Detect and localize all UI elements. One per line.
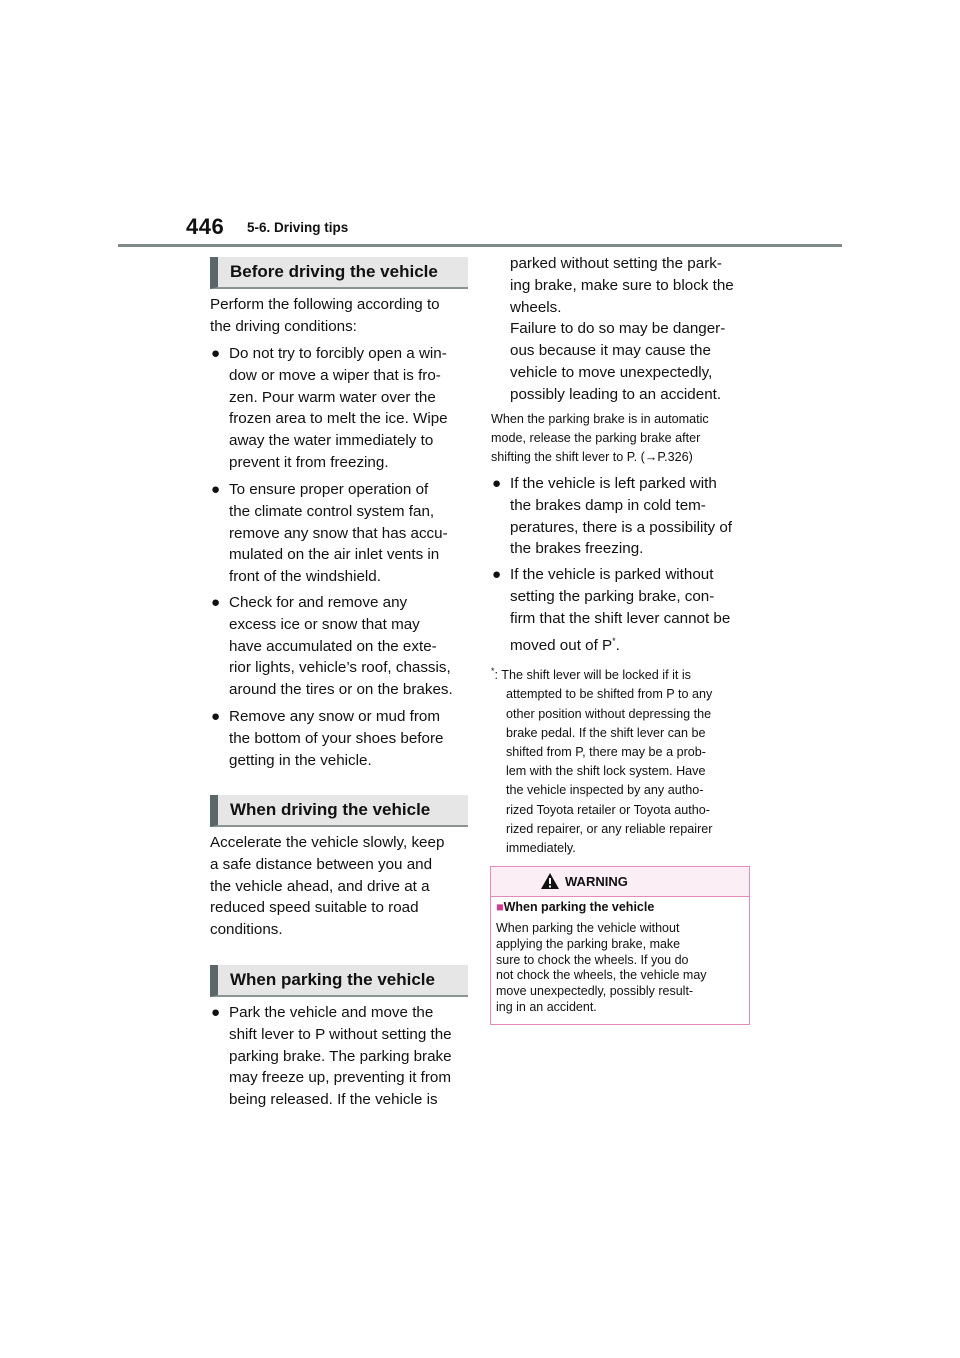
footnote	[491, 662, 753, 858]
text-line: around the tires or on the brakes.	[229, 681, 453, 699]
text-line	[510, 631, 755, 657]
text-line: Check for and remove any	[229, 594, 408, 611]
text-line: dow or move a wiper that is fro-	[229, 366, 441, 384]
text-line: frozen area to melt the ice. Wipe	[229, 410, 448, 428]
period: .	[615, 637, 620, 655]
text-line: lem with the shift lock system. Have	[506, 764, 706, 779]
text-line: rior lights, vehicle’s roof, chassis,	[229, 659, 451, 677]
footnote-marker: *	[491, 666, 495, 676]
text-line: mode, release the parking brake after	[491, 431, 701, 446]
text-line: Remove any snow or mud from	[229, 708, 441, 725]
warning-box	[490, 866, 750, 1025]
text-line: remove any snow that has accu-	[229, 524, 448, 542]
text-line: mulated on the air inlet vents in	[229, 546, 440, 564]
bullet-icon: ●	[211, 594, 221, 611]
heading-label: When parking the vehicle	[230, 970, 435, 989]
heading-when-driving	[210, 795, 468, 827]
text-line: reduced speed suitable to road	[210, 899, 419, 917]
footnote-colon: :	[494, 668, 499, 683]
heading-when-parking	[210, 965, 468, 997]
text-fragment: The shift lever will be locked if it is	[501, 668, 691, 683]
text-line: the climate control system fan,	[229, 502, 435, 520]
bullet-icon: ●	[211, 1004, 221, 1021]
text-line: When parking the vehicle without	[496, 921, 680, 935]
text-line: wheels.	[510, 298, 562, 316]
driving-paragraph	[210, 832, 472, 941]
text-line: other position without depressing the	[506, 706, 712, 721]
text-line: the vehicle ahead, and drive at a	[210, 877, 430, 895]
text-line: setting the parking brake, con-	[510, 587, 715, 605]
text-line: immediately.	[506, 841, 576, 856]
text-line: Do not try to forcibly open a win-	[229, 345, 447, 362]
text-line: attempted to be shifted from P to any	[506, 687, 713, 702]
text-line: getting in the vehicle.	[229, 751, 372, 769]
footnote-first-line	[491, 662, 753, 685]
text-fragment: moved out of P	[510, 637, 613, 655]
text-line: firm that the shift lever cannot be	[510, 609, 731, 627]
text-line: rized repairer, or any reliable repairer	[506, 821, 713, 836]
bullet-icon: ●	[492, 566, 502, 583]
text-line: front of the windshield.	[229, 568, 381, 586]
text-line: possibly leading to an accident.	[510, 385, 722, 403]
warning-header	[491, 867, 749, 897]
text-line: move unexpectedly, possibly result-	[496, 984, 694, 999]
intro-paragraph	[210, 294, 470, 338]
text-line: Park the vehicle and move the	[229, 1004, 434, 1021]
warning-title: WARNING	[565, 874, 628, 889]
heading-label: Before driving the vehicle	[230, 262, 438, 281]
text-line: the bottom of your shoes before	[229, 729, 444, 747]
text-line: the brakes freezing.	[510, 540, 644, 558]
footnote-mark: *	[612, 636, 616, 647]
text-line: To ensure proper operation of	[229, 481, 429, 498]
automatic-mode-note	[491, 410, 753, 468]
warning-subheading	[496, 900, 654, 914]
text-line: ous because it may cause the	[510, 342, 711, 360]
section-title: 5-6. Driving tips	[247, 220, 349, 235]
text-line: sure to chock the wheels. If you do	[496, 952, 689, 967]
page-number: 446	[186, 214, 225, 239]
text-line: shift lever to P without setting the	[229, 1025, 452, 1043]
text-line: When the parking brake is in automatic	[491, 412, 709, 426]
warning-body	[496, 921, 744, 1016]
bullet-icon: ●	[211, 345, 221, 362]
text-line: If the vehicle is parked without	[510, 566, 714, 583]
text-line: not chock the wheels, the vehicle may	[496, 968, 707, 983]
text-line: may freeze up, preventing it from	[229, 1069, 452, 1087]
warning-subheading-label: When parking the vehicle	[503, 900, 655, 914]
text-line: excess ice or snow that may	[229, 615, 420, 633]
warning-triangle-icon	[540, 872, 560, 890]
text-line: the vehicle inspected by any autho-	[506, 783, 704, 798]
parking-continuation	[510, 253, 750, 406]
text-line: peratures, there is a possibility of	[510, 518, 733, 536]
text-line: shifting the shift lever to P. (→P.326)	[491, 450, 693, 465]
text-line: vehicle to move unexpectedly,	[510, 363, 713, 381]
text-line: ing brake, make sure to block the	[510, 276, 734, 294]
text-line: the brakes damp in cold tem-	[510, 496, 706, 514]
text-line: a safe distance between you and	[210, 855, 433, 873]
text-line: parked without setting the park-	[510, 255, 722, 272]
text-line: Perform the following according to	[210, 296, 440, 313]
text-line: away the water immediately to	[229, 432, 434, 450]
text-line: rized Toyota retailer or Toyota autho-	[506, 802, 710, 817]
text-line: shifted from P, there may be a prob-	[506, 745, 706, 759]
text-line: prevent it from freezing.	[229, 453, 389, 471]
heading-label: When driving the vehicle	[230, 800, 431, 819]
text-line: parking brake. The parking brake	[229, 1047, 452, 1065]
heading-before-driving	[210, 257, 468, 289]
bullet-icon: ●	[211, 708, 221, 725]
text-line: have accumulated on the exte-	[229, 637, 437, 655]
text-line: ing in an accident.	[496, 999, 597, 1014]
text-line: If the vehicle is left parked with	[510, 475, 717, 492]
text-line: being released. If the vehicle is	[229, 1091, 438, 1109]
text-line: conditions.	[210, 921, 283, 939]
bullet-icon: ●	[211, 481, 221, 498]
text-line: Accelerate the vehicle slowly, keep	[210, 834, 445, 851]
header-divider	[118, 244, 842, 247]
text-line: Failure to do so may be danger-	[510, 320, 726, 338]
bullet-icon: ●	[492, 475, 502, 492]
text-line: brake pedal. If the shift lever can be	[506, 725, 706, 740]
text-line: applying the parking brake, make	[496, 936, 681, 951]
text-line: the driving conditions:	[210, 317, 357, 335]
square-bullet-icon: ■	[496, 900, 504, 914]
text-line: zen. Pour warm water over the	[229, 388, 436, 406]
